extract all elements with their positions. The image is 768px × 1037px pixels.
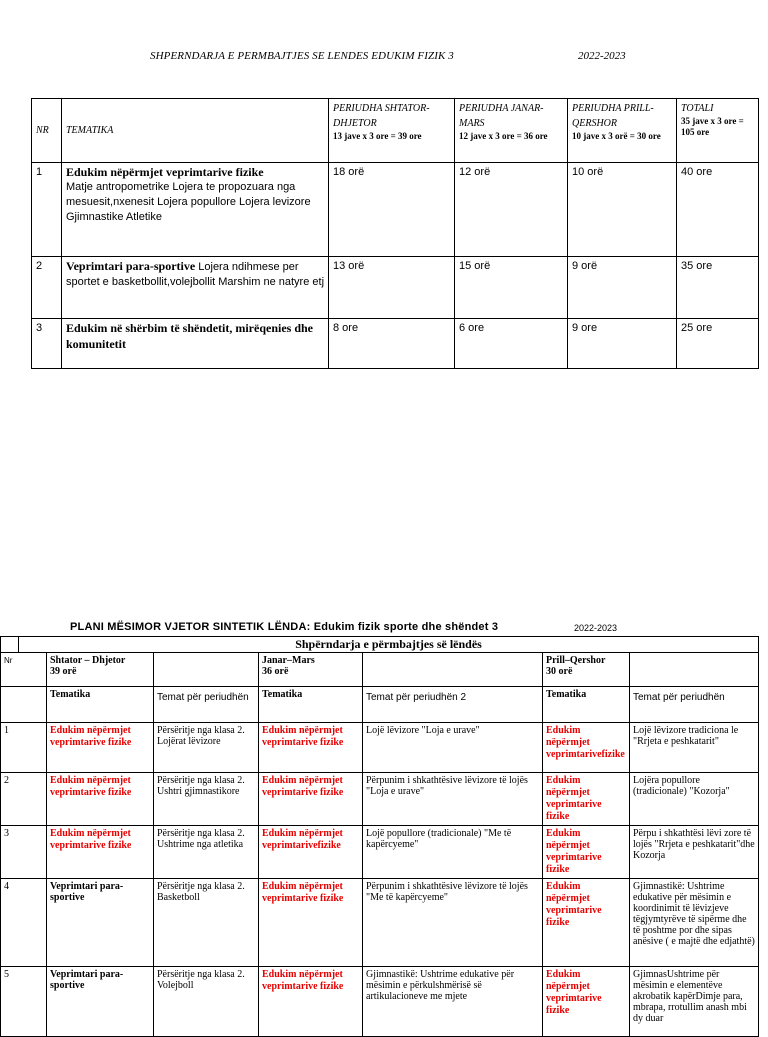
period-3-label: Prill–Qershor — [546, 655, 606, 666]
table-row — [1, 773, 759, 826]
row-total: 35 ore — [677, 257, 759, 319]
row-total: 40 ore — [677, 163, 759, 257]
row-desc-1: Përsëritje nga klasa 2. Basketboll — [154, 879, 259, 967]
row-topic-2: Edukim nëpërmjet veprimtarive fizike — [259, 879, 363, 967]
row-period-3: 9 orë — [568, 257, 677, 319]
row-desc-2: Lojë popullore (tradicionale) "Me të kapërcyeme" — [363, 826, 543, 879]
col-tematika-2: Tematika — [259, 687, 363, 723]
header-period-1: PERIUDHA SHTATOR-DHJETOR — [333, 103, 430, 129]
row-topic-1: Edukim nëpërmjet veprimtarive fizike — [47, 773, 154, 826]
row-topic-2: Edukim nëpërmjet veprimtarive fizike — [259, 723, 363, 773]
period-1-label: Shtator – Dhjetor — [50, 655, 126, 666]
section-header: Shpërndarja e përmbajtjes së lëndës — [19, 637, 759, 653]
document-title: SHPERNDARJA E PERMBAJTJES SE LENDES EDUKIM FIZIK 3 — [150, 50, 454, 62]
row-topic: Edukim nëpërmjet veprimtarive fizike — [66, 165, 264, 179]
section-header-row — [1, 637, 759, 653]
period-3-hours: 30 orë — [546, 666, 573, 677]
row-topic-1: Veprimtari para-sportive — [47, 879, 154, 967]
table-row — [1, 879, 759, 967]
header-period-3-hours: 10 jave x 3 orë = 30 ore — [572, 131, 661, 141]
row-desc-2: Përpunim i shkathtësive lëvizore të lojës "Me të kapërcyeme" — [363, 879, 543, 967]
row-nr: 1 — [32, 163, 62, 257]
row-desc-2: Përpunim i shkathtësive lëvizore të lojës "Loja e urave" — [363, 773, 543, 826]
header-period-2: PERIUDHA JANAR-MARS — [459, 103, 544, 129]
row-desc-3: Lojëra popullore (tradicionale) "Kozorja" — [630, 773, 759, 826]
row-period-2: 15 orë — [455, 257, 568, 319]
table-row — [32, 257, 759, 319]
row-topic-2: Edukim nëpërmjet veprimtarivefizike — [259, 826, 363, 879]
row-nr: 2 — [32, 257, 62, 319]
row-desc-3: Lojë lëvizore tradiciona le "Rrjeta e peshkatarit" — [630, 723, 759, 773]
row-description: Matje antropometrike Lojera te propozuara nga mesuesit,nxenesit Lojera popullore Lojera levizore — [66, 181, 311, 208]
header-period-1-hours: 13 jave x 3 ore = 39 ore — [333, 131, 422, 141]
row-topic-2: Edukim nëpërmjet veprimtarive fizike — [259, 773, 363, 826]
col-temat-2: Temat për periudhën 2 — [363, 687, 543, 723]
table-header-row — [32, 99, 759, 163]
table-row — [1, 967, 759, 1037]
col-temat-3: Temat për periudhën — [630, 687, 759, 723]
header-tematika: TEMATIKA — [66, 125, 114, 136]
period-2-label: Janar–Mars — [262, 655, 315, 666]
row-desc-3: Gjimnastikë: Ushtrime edukative për mësimin e koordinimit të lëvizjeve tëgjymtyrëve të sipërme dhe të poshtme por dhe sipas anësive ( e majtë dhe edjathtë) — [630, 879, 759, 967]
row-topic-1: Edukim nëpërmjet veprimtarive fizike — [47, 826, 154, 879]
row-description-2: Gjimnastike Atletike — [66, 211, 162, 223]
header-period-3: PERIUDHA PRILL-QERSHOR — [572, 103, 654, 129]
table-row — [32, 319, 759, 369]
column-header-row — [1, 687, 759, 723]
row-topic-3: Edukim nëpërmjet veprimtarive fizike — [543, 879, 630, 967]
row-period-3: 10 orë — [568, 163, 677, 257]
row-topic-3: Edukim nëpërmjet veprimtarivefizike — [543, 723, 630, 773]
row-desc-1: Përsëritje nga klasa 2. Volejboll — [154, 967, 259, 1037]
period-header-row — [1, 653, 759, 687]
row-desc-2: Gjimnastikë: Ushtrime edukative për mësimin e përkulshmërisë së artikulacioneve me mjete — [363, 967, 543, 1037]
document-year: 2022-2023 — [578, 50, 626, 62]
row-topic: Veprimtari para-sportive — [66, 259, 196, 273]
row-topic-3: Edukim nëpërmjet veprimtarive fizike — [543, 826, 630, 879]
row-desc-3: Përpu i shkathtësi lëvi zore të lojës "Rrjeta e peshkatarit"dhe Kozorja — [630, 826, 759, 879]
row-topic-3: Edukim nëpërmjet veprimtarive fizike — [543, 773, 630, 826]
row-desc-2: Lojë lëvizore "Loja e urave" — [363, 723, 543, 773]
table-row — [1, 826, 759, 879]
row-period-3: 9 ore — [568, 319, 677, 369]
nr-header: Nr — [1, 653, 47, 687]
header-total-hours: 35 jave x 3 ore = 105 ore — [681, 116, 744, 137]
row-topic: Edukim në shërbim të shëndetit, mirëqenies dhe komunitetit — [66, 321, 314, 351]
row-period-1: 8 ore — [329, 319, 455, 369]
header-total: TOTALI — [681, 103, 714, 114]
row-desc-1: Përsëritje nga klasa 2. Ushtri gjimnastikore — [154, 773, 259, 826]
row-nr: 3 — [1, 826, 47, 879]
col-temat-1: Temat për periudhën — [154, 687, 259, 723]
col-tematika-3: Tematika — [543, 687, 630, 723]
period-2-hours: 36 orë — [262, 666, 289, 677]
row-nr: 1 — [1, 723, 47, 773]
row-period-2: 6 ore — [455, 319, 568, 369]
row-desc-3: GjimnasUshtrime për mësimin e elementëve akrobatik kapërDimje para, mbrapa, rrotullim anash mbi dy duar — [630, 967, 759, 1037]
row-description: Lojera ndihmese per sportet e basketbollit,volejbollit Marshim ne natyre etj — [66, 261, 325, 288]
table-row — [32, 163, 759, 257]
row-topic-3: Edukim nëpërmjet veprimtarive fizike — [543, 967, 630, 1037]
row-topic-1: Edukim nëpërmjet veprimtarive fizike — [47, 723, 154, 773]
header-period-2-hours: 12 jave x 3 ore = 36 ore — [459, 131, 548, 141]
row-nr: 5 — [1, 967, 47, 1037]
table-row — [1, 723, 759, 773]
row-period-1: 13 orë — [329, 257, 455, 319]
col-tematika-1: Tematika — [47, 687, 154, 723]
period-1-hours: 39 orë — [50, 666, 77, 677]
row-total: 25 ore — [677, 319, 759, 369]
row-desc-1: Përsëritje nga klasa 2. Lojërat lëvizore — [154, 723, 259, 773]
row-nr: 4 — [1, 879, 47, 967]
header-nr: NR — [36, 125, 49, 136]
row-topic-2: Edukim nëpërmjet veprimtarive fizike — [259, 967, 363, 1037]
plan-year: 2022-2023 — [574, 623, 618, 633]
row-desc-1: Përsëritje nga klasa 2. Ushtrime nga atletika — [154, 826, 259, 879]
distribution-table — [31, 98, 759, 369]
row-nr: 3 — [32, 319, 62, 369]
plan-title: PLANI MËSIMOR VJETOR SINTETIK LËNDA: Edukim fizik sporte dhe shëndet 3 — [70, 621, 499, 633]
row-topic-1: Veprimtari para-sportive — [47, 967, 154, 1037]
row-nr: 2 — [1, 773, 47, 826]
annual-plan-table — [0, 636, 759, 1037]
row-period-2: 12 orë — [455, 163, 568, 257]
row-period-1: 18 orë — [329, 163, 455, 257]
